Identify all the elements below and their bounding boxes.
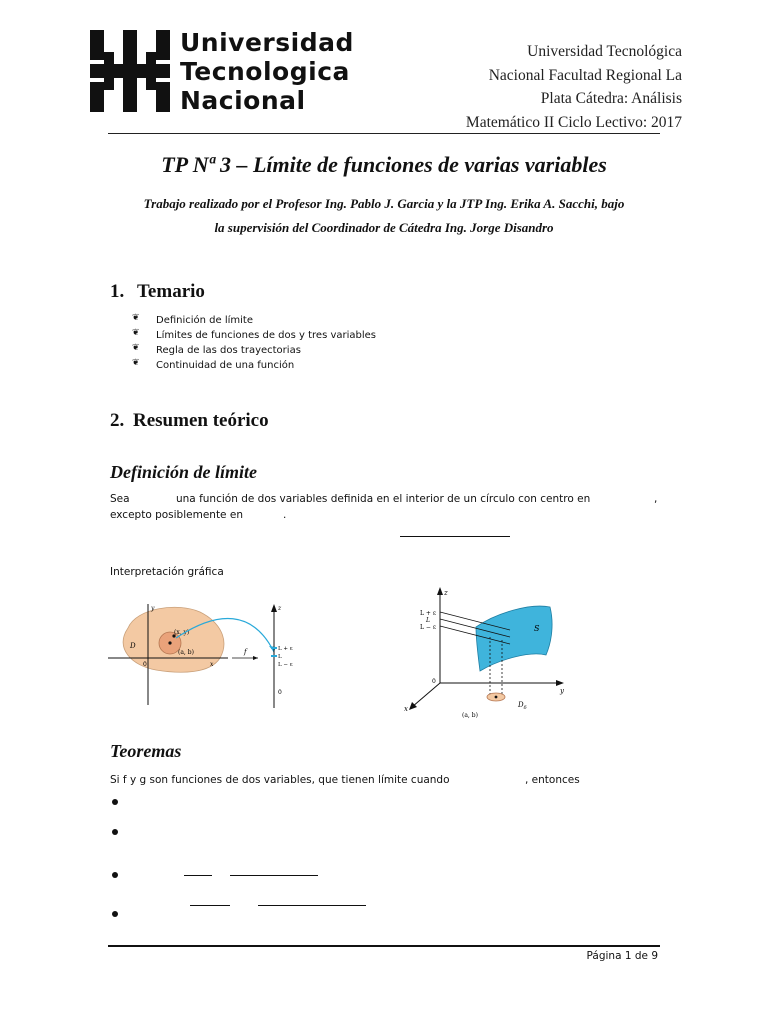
logo-line-3: Nacional: [180, 86, 306, 115]
section-2-heading: [110, 410, 269, 432]
bullet-icon: ❦: [132, 328, 140, 338]
list-item: ❦ Definición de límite: [132, 313, 254, 326]
label-L: L: [426, 617, 430, 624]
f-arrow-icon: [253, 656, 258, 660]
authors-note: [100, 192, 668, 240]
label-L: L: [278, 654, 282, 660]
bullet-icon: [112, 911, 118, 917]
limit-surface-figure: [400, 585, 600, 735]
faculty-line-1: Universidad Tecnológica: [527, 43, 682, 60]
theorems-intro: Si f y g son funciones de dos variables, que tienen límite cuando: [110, 774, 450, 786]
label-L-minus: L − ε: [420, 624, 436, 631]
label-x: x: [404, 705, 408, 713]
section-2-title: Resumen teórico: [133, 410, 269, 431]
list-item: ❦ Continuidad de una función: [132, 358, 295, 371]
logo-line-2: Tecnologica: [180, 57, 350, 86]
definition-comma: ,: [654, 493, 658, 505]
bullet-icon: ❦: [132, 343, 140, 353]
label-point-xy: (x, y): [174, 629, 190, 636]
label-origin: 0: [432, 678, 436, 685]
footer-divider: [108, 945, 660, 947]
list-item: ❦ Límites de funciones de dos y tres variables: [132, 328, 377, 341]
fraction-bar: [230, 875, 318, 876]
topic-list: [132, 313, 376, 373]
definition-text-1: una función de dos variables definida en el interior de un círculo con centro en: [176, 493, 591, 505]
fraction-bar: [400, 536, 510, 537]
label-S: S: [534, 624, 540, 633]
label-y: y: [560, 687, 564, 695]
fraction-bar: [258, 905, 366, 906]
z-arrow-icon: [271, 604, 277, 612]
authors-line-2: la supervisión del Coordinador de Cátedra Ing. Jorge Disandro: [214, 220, 554, 235]
label-origin-z: 0: [278, 689, 282, 696]
faculty-line-3: Plata Cátedra: Análisis: [540, 90, 682, 107]
label-D: D: [130, 642, 136, 650]
logo-wordmark: [180, 28, 354, 115]
z-arrow-icon: [437, 587, 443, 595]
section-1-title: Temario: [137, 281, 205, 302]
faculty-line-2: Nacional Facultad Regional La: [488, 66, 682, 84]
bullet-icon: [112, 799, 118, 805]
label-x: x: [210, 661, 214, 668]
bullet-icon: [112, 872, 118, 878]
logo-line-1: Universidad: [180, 28, 354, 57]
interpretation-label: Interpretación gráfica: [110, 566, 224, 578]
fraction-bar: [190, 905, 230, 906]
faculty-info: [466, 40, 682, 134]
limit-disk-figure: [108, 590, 298, 710]
label-origin: 0: [143, 661, 147, 668]
theorems-heading: Teoremas: [110, 741, 182, 761]
label-ab: (a, b): [462, 712, 478, 719]
section-2-number: 2.: [110, 410, 125, 431]
definition-period: .: [283, 509, 287, 521]
label-L-plus: L + ε: [420, 610, 436, 617]
label-f: f: [244, 648, 247, 656]
bullet-icon: ❦: [132, 313, 140, 323]
definition-text-2: excepto posiblemente en: [110, 509, 243, 521]
document-title: TP Nª 3 – Límite de funciones de varias variables: [161, 152, 607, 177]
page-number: Página 1 de 9: [586, 950, 658, 962]
label-z: z: [444, 589, 448, 597]
section-1-number: 1.: [110, 281, 125, 302]
label-L-plus: L + ε: [278, 646, 293, 652]
label-z: z: [278, 605, 282, 612]
theorems-intro-end: , entonces: [525, 774, 580, 786]
point-ab: [495, 696, 498, 699]
label-L-minus: L − ε: [278, 662, 293, 668]
point-ab: [168, 641, 171, 644]
definition-heading: Definición de límite: [110, 462, 257, 482]
section-1-heading: [110, 281, 205, 303]
y-arrow-icon: [556, 680, 564, 686]
bullet-icon: [112, 829, 118, 835]
utn-logo-icon: [90, 30, 170, 112]
x-axis: [412, 683, 440, 707]
fraction-bar: [184, 875, 212, 876]
list-item: ❦ Regla de las dos trayectorias: [132, 343, 301, 356]
header-divider: [108, 133, 660, 134]
authors-line-1: Trabajo realizado por el Profesor Ing. Pablo J. Garcia y la JTP Ing. Erika A. Sacchi, bajo: [143, 196, 625, 211]
label-y: y: [151, 605, 155, 612]
bullet-icon: ❦: [132, 358, 140, 368]
label-point-ab: (a, b): [178, 649, 194, 656]
faculty-line-4: Matemático II Ciclo Lectivo: 2017: [465, 113, 682, 131]
definition-sea: Sea: [110, 493, 130, 505]
label-D-delta: $D_\delta$: [518, 701, 527, 711]
